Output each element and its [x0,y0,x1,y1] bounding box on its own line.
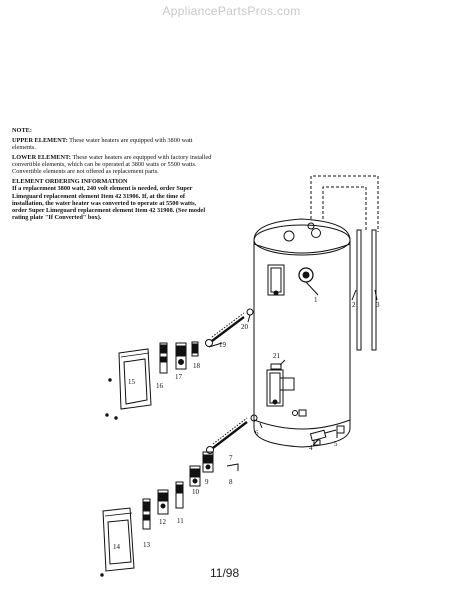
watermark: AppliancePartsPros.com [162,4,301,18]
lower-thermostat-13 [143,499,150,529]
lower-element-text: These water heaters are equipped with factory installed convertible elements, which can be operated at 3800 watts or 5500 watts. Convertible elements are not offered as replacement parts. [12,153,212,176]
callout-13: 13 [143,541,150,549]
callout-12: 12 [159,518,166,526]
callout-4: 4 [309,444,313,452]
callout-2: 2 [352,301,356,309]
upper-thermostat-18 [192,342,198,356]
callout-18: 18 [193,362,200,370]
upper-element-text: These water heaters are equipped with 3800 watt elements. [12,136,193,151]
lower-thermostat-9 [203,452,213,472]
callout-19: 19 [219,341,226,349]
callout-21: 21 [273,352,280,360]
callout-3: 3 [376,301,380,309]
upper-access-cover [119,349,151,409]
callout-16: 16 [156,382,163,390]
callout-6: 6 [255,429,259,437]
callout-8: 8 [229,478,233,486]
upper-thermostat-16 [160,343,167,373]
note-heading: NOTE: [12,127,32,134]
callout-14: 14 [113,543,120,551]
callout-9: 9 [205,478,209,486]
upper-gasket [247,309,253,315]
lower-element-label: LOWER ELEMENT: [12,153,71,161]
lower-thermostat-12 [158,490,168,514]
callout-10: 10 [192,488,199,496]
lower-element [207,418,248,454]
callout-11: 11 [177,517,184,525]
lower-access-cover [103,508,134,571]
water-heater-tank [254,219,350,447]
callout-5: 5 [334,440,338,448]
callout-7: 7 [229,454,233,462]
dip-tube-2 [357,230,361,350]
callout-1: 1 [314,296,318,304]
ordering-text: If a replacement 3800 watt, 240 volt element is needed, order Super Limeguard replacement element Item 42 31906. If, at the time of installation, the water heater was converted to operate at 5500 watts, order Super Limeguard replacement element Item 42 31908. (See model rating plate "If Converted" box). [12,185,206,222]
upper-element-label: UPPER ELEMENT: [12,136,68,144]
page-footer: 11/98 [210,566,240,580]
lower-thermostat-11 [176,482,183,508]
upper-thermostat-17 [176,343,186,369]
lower-thermostat-10 [190,466,200,486]
bracket-8 [227,464,238,471]
callout-17: 17 [175,373,182,381]
ordering-heading: ELEMENT ORDERING INFORMATION [12,177,128,185]
callout-20: 20 [241,323,248,331]
callout-15: 15 [128,378,135,386]
